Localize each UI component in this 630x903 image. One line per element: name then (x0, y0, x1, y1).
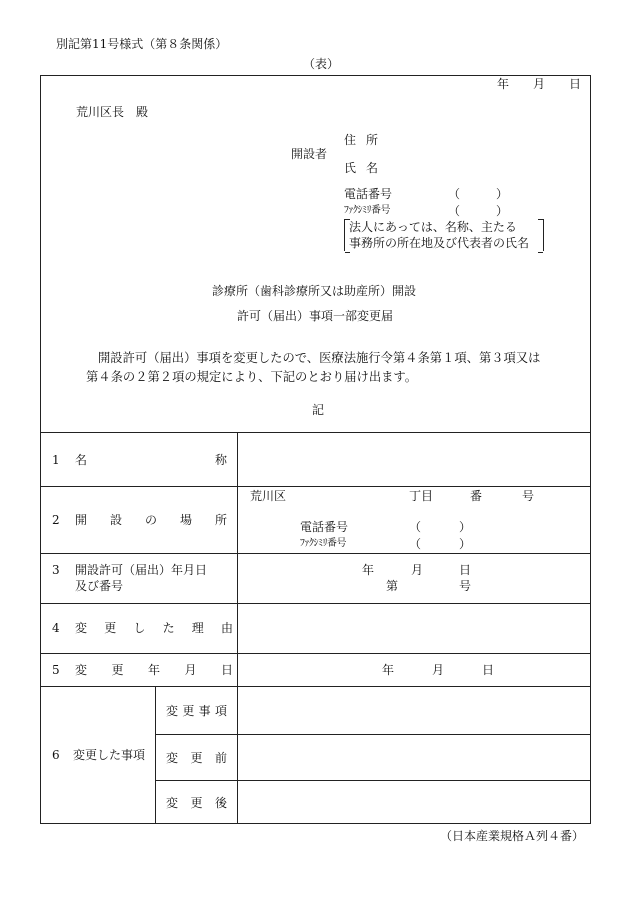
form-title-line2: 許可（届出）事項一部変更届 (237, 309, 394, 323)
applicant-label: 開設者 (291, 147, 328, 161)
form-frame (40, 75, 591, 824)
notice-text-line2: 第４条の２第２項の規定により、下記のとおり届け出ます。 (86, 370, 418, 384)
row2-fax-paren-close: ） (459, 537, 472, 551)
row-divider (40, 603, 591, 604)
row3-day: 日 (459, 563, 472, 577)
row2-number: 2 (52, 513, 60, 527)
row2-chome: 丁目 (409, 489, 434, 503)
row4-label: 変 更 し た 理 由 (75, 621, 233, 635)
side-label: （表） (303, 57, 340, 71)
phone-label: 電話番号 (344, 187, 393, 201)
row5-label: 変 更 年 月 日 (75, 663, 233, 677)
fax-paren-close: ） (496, 204, 509, 218)
row2-go: 号 (522, 489, 535, 503)
row5-day: 日 (482, 663, 495, 677)
row6-number: 6 (52, 748, 60, 762)
row1-number: 1 (52, 453, 60, 467)
row1-label: 名 称 (75, 453, 227, 467)
phone-paren-close: ） (496, 187, 509, 201)
row6-sub-after: 変 更 後 (166, 796, 227, 810)
paper-size-note: （日本産業規格Ａ列４番） (440, 829, 585, 843)
row5-month: 月 (432, 663, 445, 677)
row2-fax-paren-open: （ (409, 537, 422, 551)
row-divider (40, 553, 591, 554)
row6-label: 変更した事項 (73, 748, 146, 762)
submission-date: 年 月 日 (497, 77, 581, 91)
row3-month: 月 (411, 563, 424, 577)
row-divider (40, 653, 591, 654)
form-id: 別記第11号様式（第８条関係） (56, 37, 228, 51)
row3-label-line2: 及び番号 (75, 579, 124, 593)
form-title-line1: 診療所（歯科診療所又は助産所）開設 (212, 284, 417, 298)
row6-sub-before: 変 更 前 (166, 751, 227, 765)
row2-fax-label: ﾌｧｸｼﾐﾘ番号 (300, 538, 346, 549)
row-divider (155, 734, 591, 735)
row2-label: 開 設 の 場 所 (75, 513, 227, 527)
notice-text-line1: 開設許可（届出）事項を変更したので、医療法施行令第４条第１項、第３項又は (98, 351, 541, 365)
ki-mark: 記 (312, 403, 325, 417)
column-divider (155, 686, 156, 824)
row3-number: 3 (52, 563, 60, 577)
row6-sub-changed-item: 変 更 事 項 (166, 704, 227, 718)
row2-phone-paren-close: ） (459, 520, 472, 534)
phone-paren-open: （ (448, 187, 461, 201)
row3-number-suffix: 号 (459, 579, 472, 593)
row2-phone-label: 電話番号 (300, 520, 349, 534)
row5-year: 年 (382, 663, 395, 677)
addressee: 荒川区長 殿 (76, 105, 149, 119)
corporation-note-line2: 事務所の所在地及び代表者の氏名 (349, 236, 530, 250)
row5-number: 5 (52, 663, 60, 677)
row4-number: 4 (52, 621, 60, 635)
fax-paren-open: （ (448, 204, 461, 218)
row3-label-line1: 開設許可（届出）年月日 (75, 563, 208, 577)
row2-ban: 番 (470, 489, 483, 503)
name-label: 氏 名 (344, 161, 378, 175)
row-divider (40, 486, 591, 487)
column-divider (237, 432, 238, 824)
corporation-note-line1: 法人にあっては、名称、主たる (349, 220, 517, 234)
row3-number-prefix: 第 (386, 579, 399, 593)
notice-text (86, 349, 546, 387)
row-divider (155, 780, 591, 781)
address-label: 住 所 (344, 133, 378, 147)
fax-label: ﾌｧｸｼﾐﾘ番号 (344, 205, 390, 216)
row2-ward: 荒川区 (250, 489, 287, 503)
row-divider (40, 686, 591, 687)
table-top-line (40, 432, 591, 433)
row3-year: 年 (362, 563, 375, 577)
row2-phone-paren-open: （ (409, 520, 422, 534)
